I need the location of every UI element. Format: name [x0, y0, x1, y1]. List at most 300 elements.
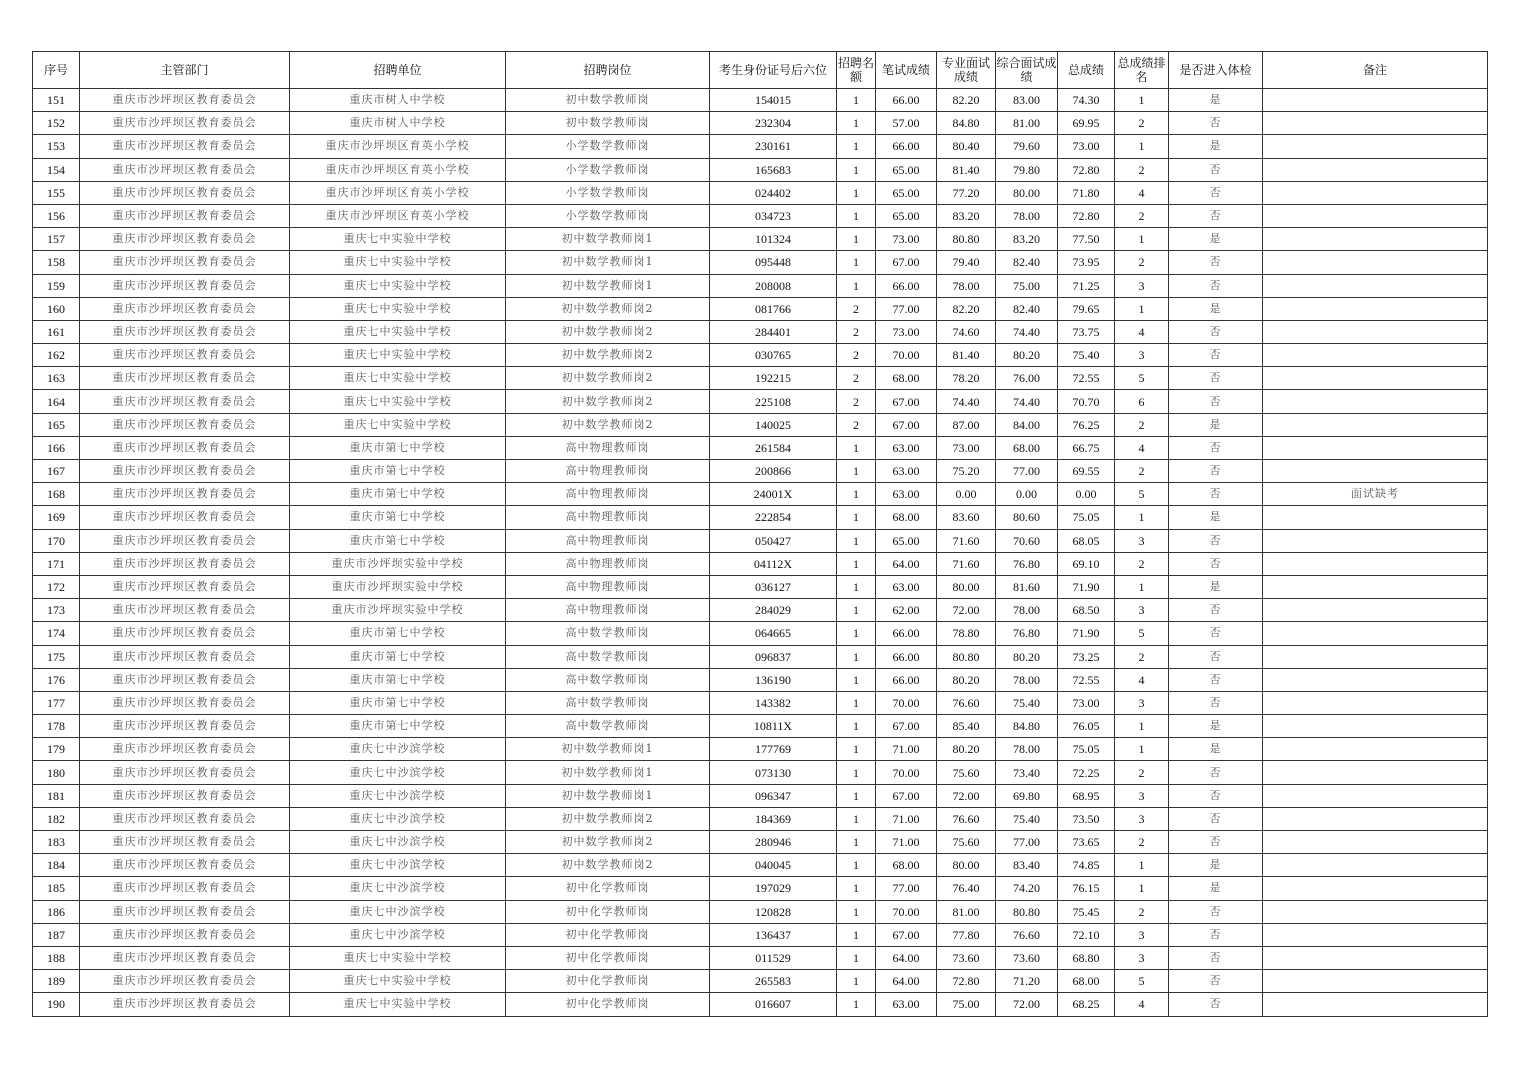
cell-written-score: 67.00	[876, 413, 937, 436]
cell-seq: 155	[33, 181, 80, 204]
cell-seq: 185	[33, 877, 80, 900]
cell-department: 重庆市沙坪坝区教育委员会	[80, 877, 290, 900]
cell-total-rank: 1	[1115, 228, 1169, 251]
cell-unit: 重庆七中实验中学校	[290, 367, 506, 390]
cell-department: 重庆市沙坪坝区教育委员会	[80, 344, 290, 367]
cell-id-last6: 034723	[710, 204, 837, 227]
cell-comprehensive-interview: 73.60	[996, 946, 1058, 969]
cell-physical-exam: 否	[1169, 251, 1263, 274]
cell-physical-exam: 否	[1169, 112, 1263, 135]
table-row	[33, 460, 1488, 483]
cell-id-last6: 230161	[710, 135, 837, 158]
header-physical-exam: 是否进入体检	[1169, 52, 1263, 89]
cell-id-last6: 036127	[710, 575, 837, 598]
cell-position: 初中化学教师岗	[506, 946, 710, 969]
cell-professional-interview: 80.40	[937, 135, 996, 158]
cell-quota: 1	[837, 483, 876, 506]
cell-department: 重庆市沙坪坝区教育委员会	[80, 715, 290, 738]
cell-position: 初中数学教师岗2	[506, 297, 710, 320]
cell-professional-interview: 74.40	[937, 390, 996, 413]
cell-comprehensive-interview: 78.00	[996, 204, 1058, 227]
cell-unit: 重庆市沙坪坝实验中学校	[290, 575, 506, 598]
cell-quota: 1	[837, 158, 876, 181]
cell-position: 高中数学教师岗	[506, 622, 710, 645]
cell-department: 重庆市沙坪坝区教育委员会	[80, 552, 290, 575]
cell-position: 初中化学教师岗	[506, 877, 710, 900]
cell-comprehensive-interview: 75.40	[996, 691, 1058, 714]
results-table	[32, 51, 1488, 1017]
cell-total-rank: 2	[1115, 413, 1169, 436]
cell-unit: 重庆市沙坪坝区育英小学校	[290, 181, 506, 204]
cell-total-rank: 2	[1115, 831, 1169, 854]
cell-seq: 187	[33, 923, 80, 946]
cell-seq: 153	[33, 135, 80, 158]
table-row	[33, 112, 1488, 135]
cell-seq: 151	[33, 89, 80, 112]
table-row	[33, 761, 1488, 784]
cell-total-score: 79.65	[1058, 297, 1115, 320]
cell-seq: 178	[33, 715, 80, 738]
cell-seq: 176	[33, 668, 80, 691]
cell-total-rank: 1	[1115, 297, 1169, 320]
cell-department: 重庆市沙坪坝区教育委员会	[80, 251, 290, 274]
cell-remarks	[1263, 506, 1488, 529]
cell-physical-exam: 否	[1169, 436, 1263, 459]
cell-comprehensive-interview: 69.80	[996, 784, 1058, 807]
cell-position: 初中数学教师岗2	[506, 367, 710, 390]
cell-position: 高中物理教师岗	[506, 575, 710, 598]
cell-id-last6: 10811X	[710, 715, 837, 738]
cell-department: 重庆市沙坪坝区教育委员会	[80, 691, 290, 714]
cell-quota: 1	[837, 715, 876, 738]
table-row	[33, 877, 1488, 900]
cell-remarks	[1263, 970, 1488, 993]
header-department: 主管部门	[80, 52, 290, 89]
cell-remarks	[1263, 854, 1488, 877]
cell-total-rank: 2	[1115, 900, 1169, 923]
cell-quota: 1	[837, 529, 876, 552]
cell-written-score: 67.00	[876, 251, 937, 274]
table-row	[33, 506, 1488, 529]
cell-professional-interview: 71.60	[937, 529, 996, 552]
cell-position: 小学数学教师岗	[506, 158, 710, 181]
cell-physical-exam: 否	[1169, 923, 1263, 946]
cell-comprehensive-interview: 80.60	[996, 506, 1058, 529]
table-row	[33, 668, 1488, 691]
table-row	[33, 228, 1488, 251]
cell-written-score: 73.00	[876, 228, 937, 251]
cell-total-rank: 6	[1115, 390, 1169, 413]
cell-remarks	[1263, 691, 1488, 714]
cell-id-last6: 101324	[710, 228, 837, 251]
cell-remarks	[1263, 390, 1488, 413]
cell-total-rank: 3	[1115, 923, 1169, 946]
cell-professional-interview: 73.00	[937, 436, 996, 459]
cell-remarks	[1263, 668, 1488, 691]
cell-professional-interview: 75.20	[937, 460, 996, 483]
cell-physical-exam: 是	[1169, 228, 1263, 251]
cell-total-score: 73.25	[1058, 645, 1115, 668]
table-row	[33, 390, 1488, 413]
cell-id-last6: 096347	[710, 784, 837, 807]
cell-total-rank: 2	[1115, 204, 1169, 227]
cell-professional-interview: 75.00	[937, 993, 996, 1016]
cell-physical-exam: 否	[1169, 807, 1263, 830]
cell-department: 重庆市沙坪坝区教育委员会	[80, 784, 290, 807]
cell-physical-exam: 是	[1169, 877, 1263, 900]
table-row	[33, 900, 1488, 923]
cell-department: 重庆市沙坪坝区教育委员会	[80, 436, 290, 459]
cell-unit: 重庆七中沙滨学校	[290, 738, 506, 761]
table-row	[33, 645, 1488, 668]
cell-remarks	[1263, 807, 1488, 830]
cell-seq: 161	[33, 320, 80, 343]
cell-total-rank: 2	[1115, 251, 1169, 274]
cell-id-last6: 136437	[710, 923, 837, 946]
cell-remarks	[1263, 645, 1488, 668]
cell-quota: 1	[837, 645, 876, 668]
cell-position: 小学数学教师岗	[506, 181, 710, 204]
cell-physical-exam: 否	[1169, 784, 1263, 807]
cell-quota: 2	[837, 367, 876, 390]
cell-id-last6: 197029	[710, 877, 837, 900]
cell-total-rank: 5	[1115, 367, 1169, 390]
cell-id-last6: 050427	[710, 529, 837, 552]
cell-professional-interview: 80.80	[937, 228, 996, 251]
cell-remarks: 面试缺考	[1263, 483, 1488, 506]
cell-total-rank: 1	[1115, 506, 1169, 529]
cell-comprehensive-interview: 78.00	[996, 668, 1058, 691]
cell-physical-exam: 否	[1169, 645, 1263, 668]
cell-quota: 1	[837, 738, 876, 761]
cell-comprehensive-interview: 73.40	[996, 761, 1058, 784]
cell-total-score: 70.70	[1058, 390, 1115, 413]
cell-comprehensive-interview: 76.00	[996, 367, 1058, 390]
cell-unit: 重庆七中实验中学校	[290, 946, 506, 969]
cell-unit: 重庆七中实验中学校	[290, 297, 506, 320]
cell-quota: 1	[837, 552, 876, 575]
cell-total-rank: 1	[1115, 89, 1169, 112]
cell-remarks	[1263, 344, 1488, 367]
cell-unit: 重庆市第七中学校	[290, 668, 506, 691]
cell-seq: 164	[33, 390, 80, 413]
cell-id-last6: 261584	[710, 436, 837, 459]
table-row	[33, 854, 1488, 877]
cell-position: 高中数学教师岗	[506, 691, 710, 714]
cell-quota: 1	[837, 506, 876, 529]
cell-professional-interview: 76.40	[937, 877, 996, 900]
cell-physical-exam: 是	[1169, 715, 1263, 738]
cell-department: 重庆市沙坪坝区教育委员会	[80, 668, 290, 691]
cell-id-last6: 184369	[710, 807, 837, 830]
cell-position: 小学数学教师岗	[506, 204, 710, 227]
cell-comprehensive-interview: 83.00	[996, 89, 1058, 112]
cell-position: 初中数学教师岗1	[506, 251, 710, 274]
cell-comprehensive-interview: 78.00	[996, 738, 1058, 761]
cell-position: 高中物理教师岗	[506, 483, 710, 506]
cell-physical-exam: 否	[1169, 529, 1263, 552]
cell-physical-exam: 否	[1169, 831, 1263, 854]
cell-comprehensive-interview: 82.40	[996, 251, 1058, 274]
cell-quota: 1	[837, 251, 876, 274]
cell-department: 重庆市沙坪坝区教育委员会	[80, 575, 290, 598]
cell-remarks	[1263, 923, 1488, 946]
cell-professional-interview: 76.60	[937, 691, 996, 714]
cell-total-rank: 1	[1115, 135, 1169, 158]
cell-total-score: 76.15	[1058, 877, 1115, 900]
cell-comprehensive-interview: 78.00	[996, 599, 1058, 622]
cell-comprehensive-interview: 80.20	[996, 645, 1058, 668]
cell-unit: 重庆七中实验中学校	[290, 413, 506, 436]
cell-total-score: 0.00	[1058, 483, 1115, 506]
cell-remarks	[1263, 460, 1488, 483]
cell-department: 重庆市沙坪坝区教育委员会	[80, 204, 290, 227]
cell-written-score: 73.00	[876, 320, 937, 343]
cell-physical-exam: 否	[1169, 367, 1263, 390]
cell-physical-exam: 否	[1169, 552, 1263, 575]
cell-seq: 174	[33, 622, 80, 645]
cell-total-score: 71.25	[1058, 274, 1115, 297]
cell-unit: 重庆市第七中学校	[290, 460, 506, 483]
cell-position: 初中化学教师岗	[506, 993, 710, 1016]
cell-remarks	[1263, 228, 1488, 251]
cell-remarks	[1263, 158, 1488, 181]
cell-written-score: 67.00	[876, 715, 937, 738]
cell-quota: 1	[837, 831, 876, 854]
table-row	[33, 970, 1488, 993]
cell-department: 重庆市沙坪坝区教育委员会	[80, 854, 290, 877]
cell-comprehensive-interview: 75.00	[996, 274, 1058, 297]
cell-quota: 1	[837, 784, 876, 807]
cell-physical-exam: 否	[1169, 460, 1263, 483]
table-row	[33, 413, 1488, 436]
cell-professional-interview: 76.60	[937, 807, 996, 830]
cell-seq: 159	[33, 274, 80, 297]
cell-comprehensive-interview: 81.60	[996, 575, 1058, 598]
cell-professional-interview: 77.80	[937, 923, 996, 946]
cell-unit: 重庆市树人中学校	[290, 112, 506, 135]
cell-department: 重庆市沙坪坝区教育委员会	[80, 158, 290, 181]
cell-written-score: 71.00	[876, 831, 937, 854]
cell-total-score: 75.40	[1058, 344, 1115, 367]
cell-remarks	[1263, 946, 1488, 969]
cell-professional-interview: 82.20	[937, 89, 996, 112]
cell-unit: 重庆七中实验中学校	[290, 320, 506, 343]
cell-physical-exam: 否	[1169, 900, 1263, 923]
header-row	[33, 52, 1488, 89]
cell-quota: 1	[837, 622, 876, 645]
cell-professional-interview: 80.20	[937, 668, 996, 691]
cell-comprehensive-interview: 77.00	[996, 460, 1058, 483]
cell-id-last6: 165683	[710, 158, 837, 181]
cell-written-score: 64.00	[876, 970, 937, 993]
table-row	[33, 297, 1488, 320]
header-written-score: 笔试成绩	[876, 52, 937, 89]
cell-written-score: 77.00	[876, 877, 937, 900]
cell-total-score: 69.10	[1058, 552, 1115, 575]
cell-seq: 183	[33, 831, 80, 854]
cell-written-score: 66.00	[876, 622, 937, 645]
cell-department: 重庆市沙坪坝区教育委员会	[80, 483, 290, 506]
cell-comprehensive-interview: 82.40	[996, 297, 1058, 320]
cell-department: 重庆市沙坪坝区教育委员会	[80, 599, 290, 622]
cell-total-score: 68.95	[1058, 784, 1115, 807]
cell-total-rank: 1	[1115, 738, 1169, 761]
cell-comprehensive-interview: 71.20	[996, 970, 1058, 993]
cell-position: 初中数学教师岗2	[506, 831, 710, 854]
cell-seq: 156	[33, 204, 80, 227]
cell-total-score: 73.50	[1058, 807, 1115, 830]
cell-total-rank: 3	[1115, 691, 1169, 714]
cell-position: 初中数学教师岗1	[506, 761, 710, 784]
cell-remarks	[1263, 831, 1488, 854]
table-row	[33, 923, 1488, 946]
cell-id-last6: 265583	[710, 970, 837, 993]
cell-position: 初中数学教师岗2	[506, 413, 710, 436]
cell-total-rank: 2	[1115, 761, 1169, 784]
cell-professional-interview: 79.40	[937, 251, 996, 274]
cell-written-score: 68.00	[876, 506, 937, 529]
cell-id-last6: 064665	[710, 622, 837, 645]
cell-quota: 1	[837, 89, 876, 112]
cell-written-score: 67.00	[876, 923, 937, 946]
cell-physical-exam: 否	[1169, 970, 1263, 993]
cell-seq: 177	[33, 691, 80, 714]
cell-written-score: 67.00	[876, 784, 937, 807]
cell-seq: 190	[33, 993, 80, 1016]
cell-department: 重庆市沙坪坝区教育委员会	[80, 946, 290, 969]
cell-position: 初中数学教师岗2	[506, 390, 710, 413]
cell-seq: 171	[33, 552, 80, 575]
cell-seq: 186	[33, 900, 80, 923]
table-row	[33, 135, 1488, 158]
cell-professional-interview: 72.80	[937, 970, 996, 993]
cell-total-score: 76.25	[1058, 413, 1115, 436]
cell-quota: 2	[837, 390, 876, 413]
cell-seq: 189	[33, 970, 80, 993]
cell-comprehensive-interview: 76.80	[996, 552, 1058, 575]
cell-seq: 157	[33, 228, 80, 251]
cell-physical-exam: 否	[1169, 390, 1263, 413]
cell-total-score: 76.05	[1058, 715, 1115, 738]
cell-professional-interview: 78.00	[937, 274, 996, 297]
cell-written-score: 65.00	[876, 204, 937, 227]
cell-seq: 173	[33, 599, 80, 622]
cell-remarks	[1263, 89, 1488, 112]
cell-seq: 167	[33, 460, 80, 483]
header-total-score: 总成绩	[1058, 52, 1115, 89]
cell-id-last6: 095448	[710, 251, 837, 274]
cell-id-last6: 225108	[710, 390, 837, 413]
cell-written-score: 70.00	[876, 344, 937, 367]
table-row	[33, 529, 1488, 552]
table-row	[33, 181, 1488, 204]
cell-id-last6: 136190	[710, 668, 837, 691]
cell-unit: 重庆七中实验中学校	[290, 274, 506, 297]
cell-seq: 179	[33, 738, 80, 761]
cell-id-last6: 280946	[710, 831, 837, 854]
cell-physical-exam: 否	[1169, 668, 1263, 691]
cell-physical-exam: 否	[1169, 483, 1263, 506]
cell-position: 高中物理教师岗	[506, 506, 710, 529]
cell-total-rank: 3	[1115, 344, 1169, 367]
table-row	[33, 251, 1488, 274]
cell-unit: 重庆市沙坪坝区育英小学校	[290, 204, 506, 227]
cell-physical-exam: 是	[1169, 297, 1263, 320]
cell-total-score: 68.50	[1058, 599, 1115, 622]
cell-department: 重庆市沙坪坝区教育委员会	[80, 923, 290, 946]
cell-remarks	[1263, 575, 1488, 598]
cell-professional-interview: 73.60	[937, 946, 996, 969]
cell-total-score: 74.30	[1058, 89, 1115, 112]
cell-professional-interview: 81.00	[937, 900, 996, 923]
cell-unit: 重庆市第七中学校	[290, 622, 506, 645]
table-row	[33, 552, 1488, 575]
cell-position: 初中数学教师岗	[506, 112, 710, 135]
cell-written-score: 77.00	[876, 297, 937, 320]
cell-total-score: 72.10	[1058, 923, 1115, 946]
cell-physical-exam: 否	[1169, 204, 1263, 227]
cell-total-score: 66.75	[1058, 436, 1115, 459]
cell-total-rank: 4	[1115, 181, 1169, 204]
cell-remarks	[1263, 181, 1488, 204]
cell-position: 初中数学教师岗1	[506, 738, 710, 761]
cell-remarks	[1263, 761, 1488, 784]
cell-department: 重庆市沙坪坝区教育委员会	[80, 413, 290, 436]
cell-id-last6: 177769	[710, 738, 837, 761]
cell-department: 重庆市沙坪坝区教育委员会	[80, 761, 290, 784]
cell-physical-exam: 是	[1169, 738, 1263, 761]
cell-remarks	[1263, 784, 1488, 807]
cell-remarks	[1263, 900, 1488, 923]
cell-written-score: 71.00	[876, 738, 937, 761]
cell-department: 重庆市沙坪坝区教育委员会	[80, 274, 290, 297]
cell-comprehensive-interview: 77.00	[996, 831, 1058, 854]
cell-professional-interview: 75.60	[937, 831, 996, 854]
cell-department: 重庆市沙坪坝区教育委员会	[80, 645, 290, 668]
cell-quota: 2	[837, 297, 876, 320]
cell-quota: 1	[837, 228, 876, 251]
cell-physical-exam: 否	[1169, 181, 1263, 204]
cell-professional-interview: 83.20	[937, 204, 996, 227]
cell-total-rank: 1	[1115, 877, 1169, 900]
cell-comprehensive-interview: 79.60	[996, 135, 1058, 158]
header-remarks: 备注	[1263, 52, 1488, 89]
cell-department: 重庆市沙坪坝区教育委员会	[80, 831, 290, 854]
table-row	[33, 831, 1488, 854]
cell-comprehensive-interview: 79.80	[996, 158, 1058, 181]
cell-position: 高中数学教师岗	[506, 645, 710, 668]
cell-written-score: 63.00	[876, 575, 937, 598]
header-professional-interview: 专业面试成绩	[937, 52, 996, 89]
cell-id-last6: 096837	[710, 645, 837, 668]
cell-total-score: 68.00	[1058, 970, 1115, 993]
cell-seq: 181	[33, 784, 80, 807]
cell-quota: 1	[837, 460, 876, 483]
cell-seq: 160	[33, 297, 80, 320]
cell-unit: 重庆市第七中学校	[290, 483, 506, 506]
table-row	[33, 691, 1488, 714]
cell-total-score: 72.55	[1058, 668, 1115, 691]
cell-written-score: 64.00	[876, 552, 937, 575]
cell-written-score: 68.00	[876, 367, 937, 390]
cell-department: 重庆市沙坪坝区教育委员会	[80, 900, 290, 923]
cell-quota: 1	[837, 877, 876, 900]
cell-physical-exam: 是	[1169, 575, 1263, 598]
cell-unit: 重庆七中沙滨学校	[290, 761, 506, 784]
cell-department: 重庆市沙坪坝区教育委员会	[80, 460, 290, 483]
cell-total-score: 75.45	[1058, 900, 1115, 923]
